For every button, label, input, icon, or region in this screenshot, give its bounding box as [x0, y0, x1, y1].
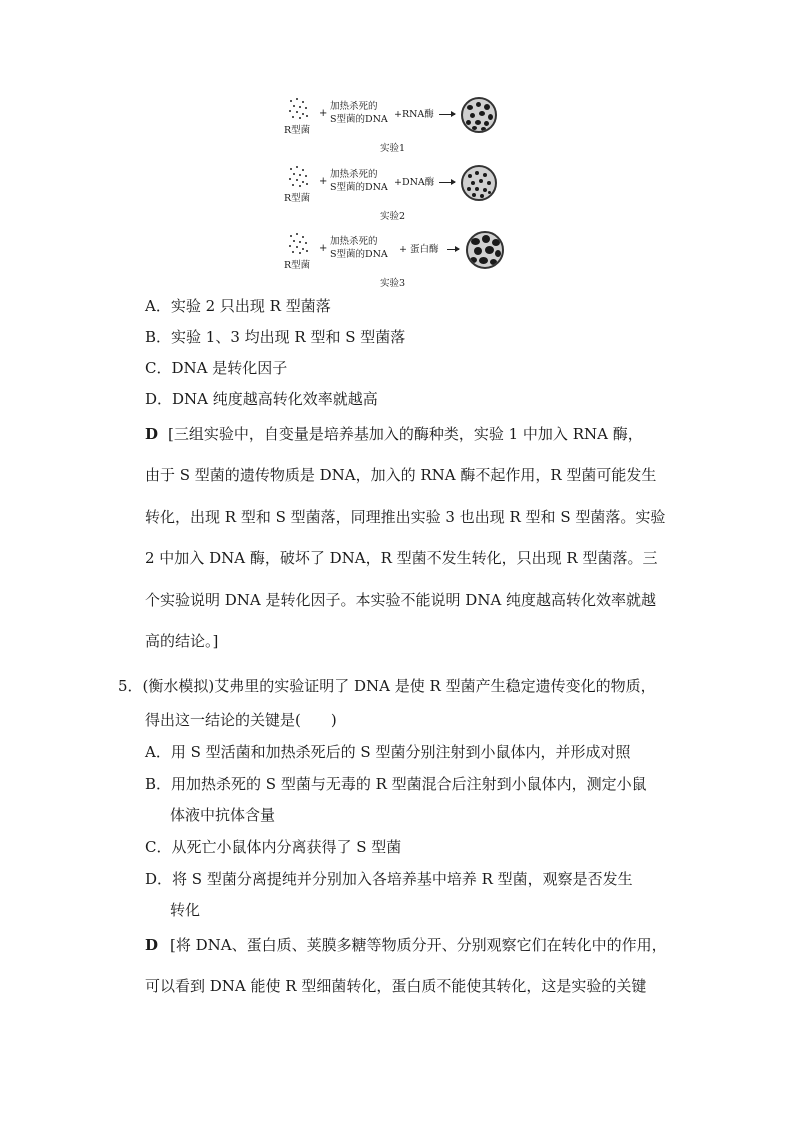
r-bacteria-dots: [289, 166, 311, 188]
plus-sign: +: [319, 243, 328, 254]
q5-option-a: A．用 S 型活菌和加热杀死后的 S 型菌分别注射到小鼠体内，并形成对照: [145, 743, 631, 761]
q5-option-b-cont: 体液中抗体含量: [170, 806, 276, 824]
enzyme-label: + 蛋白酶: [399, 244, 439, 255]
q4-option-b: B．实验 1、3 均出现 R 型和 S 型菌落: [145, 328, 406, 346]
q5-answer-letter: D: [145, 936, 159, 954]
experiment-3-row: [280, 227, 510, 287]
q5-explanation-line: [将 DNA、蛋白质、荚膜多糖等物质分开、分别观察它们在转化中的作用，: [170, 936, 667, 954]
q4-explanation-line: 2 中加入 DNA 酶，破坏了 DNA，R 型菌不发生转化，只出现 R 型菌落。三: [145, 549, 658, 567]
experiment-1-row: [280, 92, 510, 152]
r-bacteria-dots: [289, 98, 311, 120]
plus-sign: +: [319, 176, 328, 187]
enzyme-label: +RNA酶: [394, 109, 434, 120]
arrow: [439, 114, 455, 115]
plus-sign: +: [319, 108, 328, 119]
q5-option-c: C．从死亡小鼠体内分离获得了 S 型菌: [145, 838, 402, 856]
q5-option-d-cont: 转化: [170, 901, 201, 919]
r-bacteria-dots: [289, 233, 311, 255]
q4-explanation-line: 个实验说明 DNA 是转化因子。本实验不能说明 DNA 纯度越高转化效率就越: [145, 591, 657, 609]
arrow: [439, 182, 455, 183]
experiment-caption: 实验3: [380, 278, 406, 289]
experiment-2-row: [280, 160, 510, 220]
q4-option-d: D．DNA 纯度越高转化效率就越高: [145, 390, 378, 408]
q5-stem-line: 5．(衡水模拟)艾弗里的实验证明了 DNA 是使 R 型菌产生稳定遗传变化的物质，: [118, 677, 656, 695]
heat-killed-s-dna-label: 加热杀死的 S型菌的DNA: [330, 101, 388, 125]
q4-option-c: C．DNA 是转化因子: [145, 359, 288, 377]
culture-dish-3: [466, 231, 504, 269]
r-bacteria-label: R型菌: [284, 260, 311, 271]
experiment-caption: 实验1: [380, 143, 406, 154]
r-bacteria-label: R型菌: [284, 125, 311, 136]
q4-option-a: A．实验 2 只出现 R 型菌落: [145, 297, 331, 315]
r-bacteria-label: R型菌: [284, 193, 311, 204]
q5-stem-line: 得出这一结论的关键是( ): [145, 711, 337, 729]
q5-option-b: B．用加热杀死的 S 型菌与无毒的 R 型菌混合后注射到小鼠体内，测定小鼠: [145, 775, 647, 793]
q4-explanation-line: 高的结论。]: [145, 632, 219, 650]
arrow: [447, 249, 459, 250]
culture-dish-1: [461, 97, 497, 133]
q4-answer-letter: D: [145, 425, 159, 443]
enzyme-label: +DNA酶: [394, 177, 435, 188]
q5-explanation-line: 可以看到 DNA 能使 R 型细菌转化，蛋白质不能使其转化，这是实验的关键: [145, 977, 647, 995]
experiment-figure: [280, 92, 510, 287]
culture-dish-2: [461, 165, 497, 201]
q4-explanation-line: [三组实验中，自变量是培养基加入的酶种类，实验 1 中加入 RNA 酶，: [168, 425, 643, 443]
heat-killed-s-dna-label: 加热杀死的 S型菌的DNA: [330, 169, 388, 193]
experiment-caption: 实验2: [380, 211, 406, 222]
q5-option-d: D．将 S 型菌分离提纯并分别加入各培养基中培养 R 型菌，观察是否发生: [145, 870, 633, 888]
q4-explanation-line: 由于 S 型菌的遗传物质是 DNA，加入的 RNA 酶不起作用，R 型菌可能发生: [145, 466, 657, 484]
heat-killed-s-dna-label: 加热杀死的 S型菌的DNA: [330, 236, 388, 260]
q4-explanation-line: 转化，出现 R 型和 S 型菌落，同理推出实验 3 也出现 R 型和 S 型菌落。实验: [145, 508, 666, 526]
